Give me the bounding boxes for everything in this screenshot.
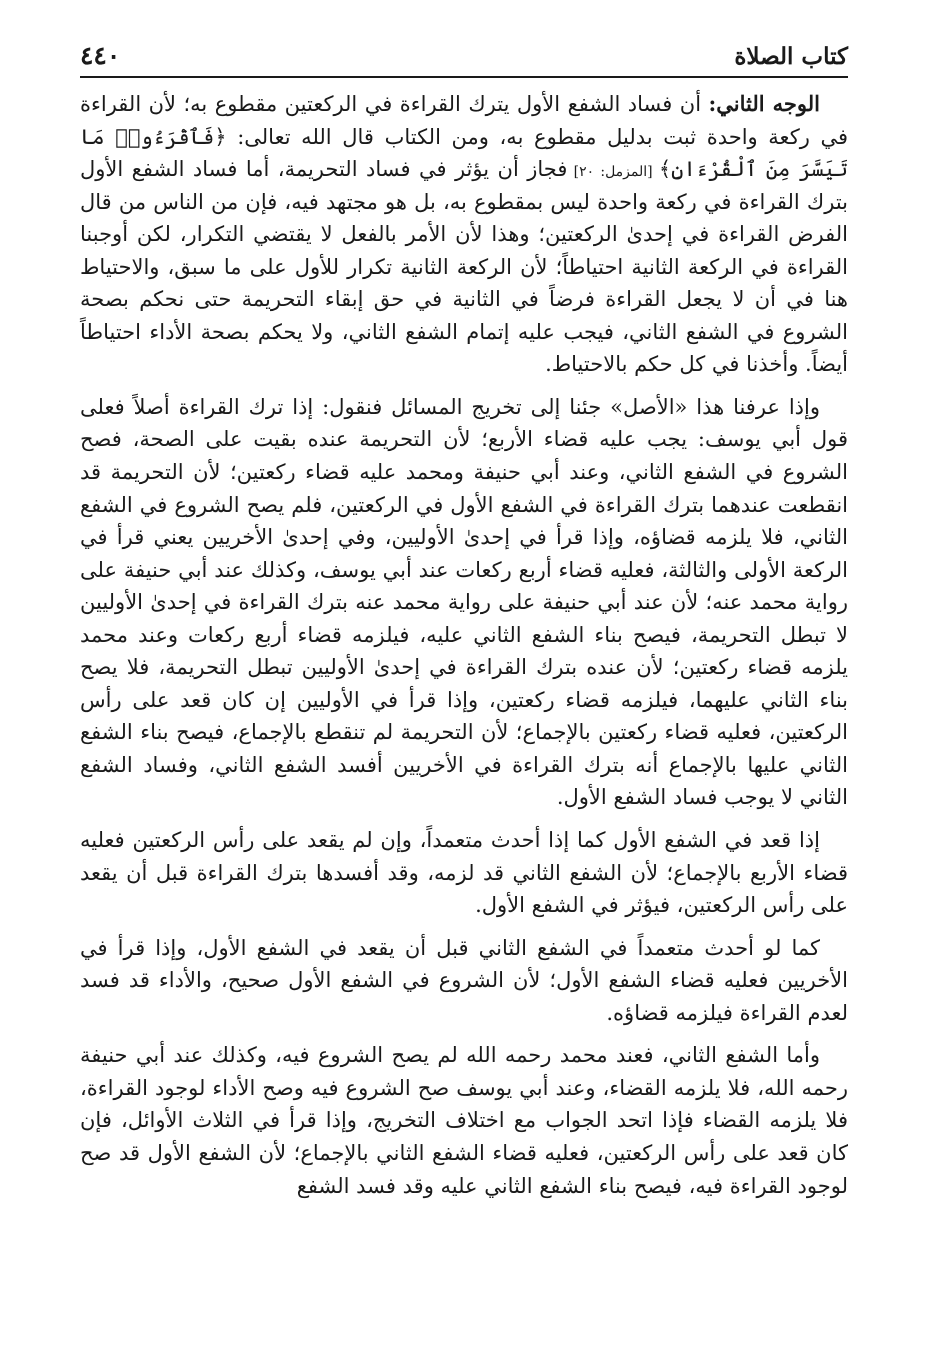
page-body bbox=[80, 78, 848, 1202]
running-header bbox=[80, 30, 848, 78]
section-title: كتاب الصلاة bbox=[734, 43, 848, 70]
paragraph-text: أن فساد الشفع الأول يترك القراءة في الركعتين مقطوع به؛ لأن القراءة في ركعة واحدة ثبت بدليل مقطوع به، ومن الكتاب قال الله تعالى: bbox=[80, 92, 848, 149]
paragraph-4: كما لو أحدث متعمداً في الشفع الثاني قبل أن يقعد في الشفع الأول، وإذا قرأ في الأخريين فعليه قضاء الشفع الأول؛ لأن الشروع في الشفع الأول صحيح، والأداء قد فسد لعدم القراءة فيلزمه قضاؤه. bbox=[80, 935, 848, 1025]
verse-reference: [المزمل: ٢٠] bbox=[567, 164, 659, 181]
paragraph-lead: الوجه الثاني: bbox=[708, 91, 820, 116]
paragraph-1 bbox=[80, 88, 848, 381]
paragraph-text: فجاز أن يؤثر في فساد التحريمة، أما فساد الشفع الأول بترك القراءة في ركعة واحدة ليس بمقطوع به، بل هو مجتهد فيه، فإن من الناس من قال الفرض القراءة في إحدىٰ الركعتين؛ وهذا لأن الأمر بالفعل لا يقتضي التكرار، لكن أوجبنا القراءة في الركعة الثانية احتياطاً؛ لأن الركعة الثانية تكرار للأول على ما سبق، والاحتياط هنا في أن لا يجعل القراءة فرضاً في الثانية في حق إبقاء التحريمة حتى نحكم بصحة الشروع في الشفع الثاني، فيجب عليه إتمام الشفع الثاني، ولا يحكم بصحة الأداء احتياطاً أيضاً. وأخذنا في كل حكم بالاحتياط. bbox=[80, 157, 848, 377]
paragraph-5: وأما الشفع الثاني، فعند محمد رحمه الله لم يصح الشروع فيه، وكذلك عند أبي حنيفة رحمه الله، فلا يلزمه القضاء، وعند أبي يوسف صح الشروع فيه وصح الأداء لوجود القراءة، فلا يلزمه القضاء فإذا اتحد الجواب مع اختلاف التخريج، وإذا قرأ في الثلاث الأوائل، فإن كان قعد على رأس الركعتين، فعليه قضاء الشفع الثاني بالإجماع؛ لأن الشفع الأول قد صح لوجود القراءة فيه، فيصح بناء الشفع الثاني عليه وقد فسد الشفع bbox=[80, 1043, 848, 1198]
book-page bbox=[80, 30, 848, 1350]
page-number: ٤٤٠ bbox=[80, 41, 121, 70]
paragraph-3: إذا قعد في الشفع الأول كما إذا أحدث متعمداً، وإن لم يقعد على رأس الركعتين فعليه قضاء الأربع بالإجماع؛ لأن الشفع الثاني قد لزمه، وقد أفسدها بترك القراءة قبل أن يقعد على رأس الركعتين، فيؤثر في الشفع الأول. bbox=[80, 828, 848, 918]
paragraph-2: وإذا عرفنا هذا «الأصل» جئنا إلى تخريج المسائل فنقول: إذا ترك القراءة أصلاً فعلى قول أبي يوسف: يجب عليه قضاء الأربع؛ لأن التحريمة عنده بقيت على الصحة، فصح الشروع في الشفع الثاني، وعند أبي حنيفة ومحمد عليه قضاء ركعتين؛ لأن التحريمة قد انقطعت عندهما بترك القراءة في الشفع الأول في الركعتين، فلم يصح الشروع في الشفع الثاني، فلا يلزمه قضاؤه، وإذا قرأ في إحدىٰ الأوليين، وفي إحدىٰ الأخريين يعني قرأ في الركعة الأولى والثالثة، فعليه قضاء أربع ركعات عند أبي يوسف، وكذلك عند أبي حنيفة على رواية محمد عنه؛ لأن عند أبي حنيفة على رواية محمد عنه بترك القراءة في إحدىٰ الأوليين لا تبطل التحريمة، فيصح بناء الشفع الثاني عليه، فيلزمه قضاء أربع ركعات وعند محمد يلزمه قضاء ركعتين؛ لأن عنده بترك القراءة في إحدىٰ الأوليين تبطل التحريمة، فلا يصح بناء الثاني عليهما، فيلزمه قضاء ركعتين، وإذا قرأ في الأوليين إن كان قعد على رأس الركعتين، فعليه قضاء ركعتين بالإجماع؛ لأن التحريمة لم تنقطع بالإجماع، فيصح بناء الشفع الثاني عليها بالإجماع أنه بترك القراءة في الأخريين أفسد الشفع الثاني، وفساد الشفع الثاني لا يوجب فساد الشفع الأول. bbox=[80, 394, 848, 810]
quran-verse: ﴿فَٱقْرَءُوا۟ مَا تَيَسَّرَ مِنَ ٱلْقُرْءَانِ﴾ bbox=[80, 124, 849, 182]
